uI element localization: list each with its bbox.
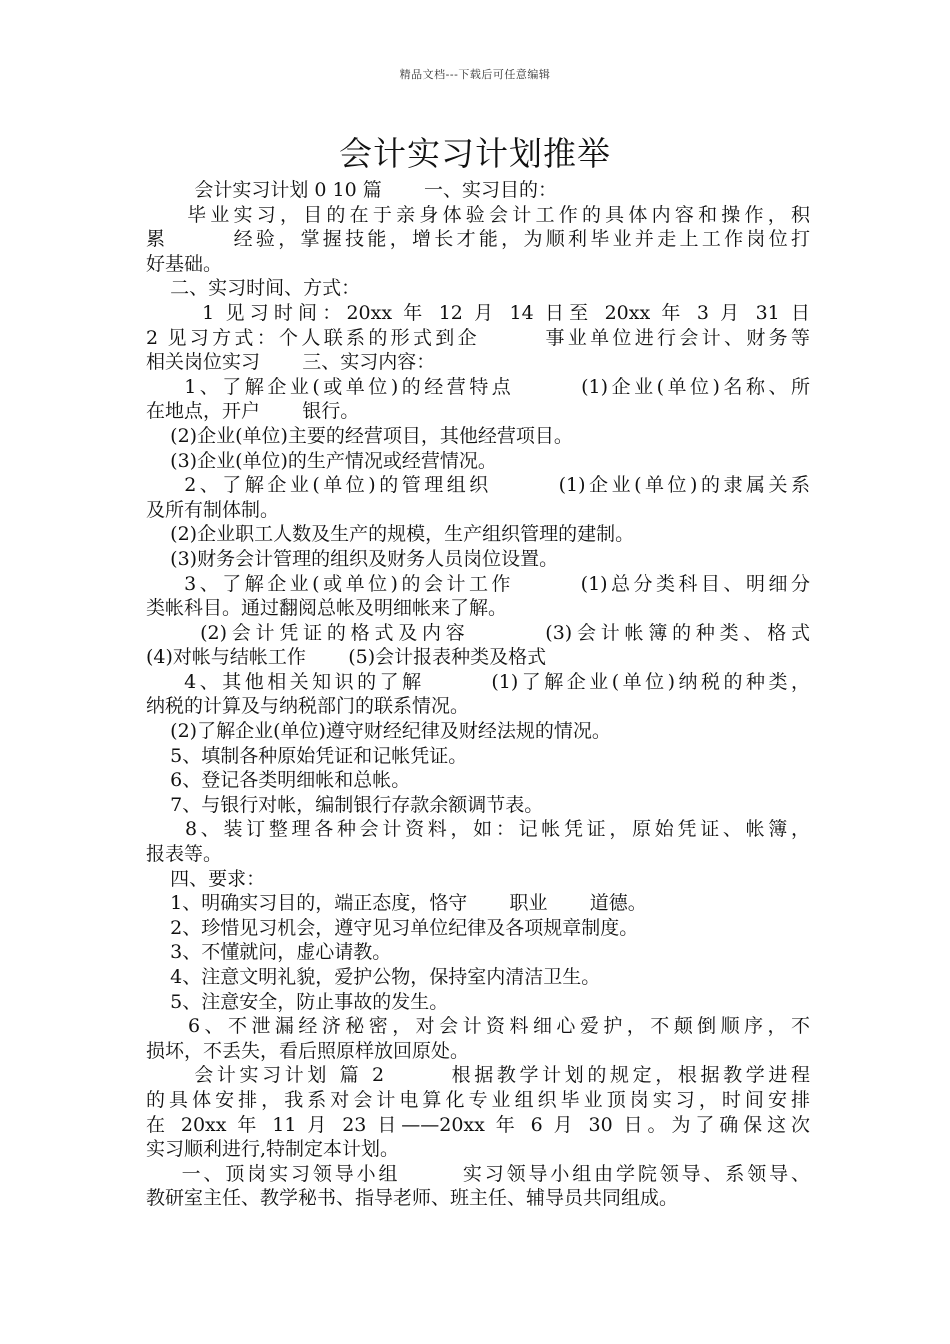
text-line: 在地点，开户 银行。 [146, 400, 360, 423]
text-line: 教研室主任、教学秘书、指导老师、班主任、辅导员共同组成。 [146, 1187, 679, 1210]
text-line: 4、其他相关知识的了解 (1)了解企业(单位)纳税的种类， [146, 670, 810, 693]
text-line: 相关岗位实习 三、实习内容： [146, 351, 436, 374]
text-line: 8、装订整理各种会计资料，如：记帐凭证，原始凭证、帐簿， [146, 818, 810, 841]
text-line: 在 20xx 年 11 月 23 日——20xx 年 6 月 30 日。为了确保这次 [146, 1113, 810, 1136]
document-body [146, 178, 810, 1211]
text-line: 1 见习时间：20xx 年 12 月 14 日至 20xx 年 3 月 31 日 [146, 301, 810, 324]
text-line: 6、不泄漏经济秘密，对会计资料细心爱护，不颠倒顺序，不 [146, 1015, 810, 1038]
text-line: (3)企业(单位)的生产情况或经营情况。 [146, 449, 497, 472]
text-line: (2)企业职工人数及生产的规模，生产组织管理的建制。 [146, 523, 635, 546]
text-line: 2 见习方式：个人联系的形式到企 事业单位进行会计、财务等 [146, 326, 810, 349]
text-line: 1、了解企业(或单位)的经营特点 (1)企业(单位)名称、所 [146, 375, 810, 398]
page-header: 精品文档---下载后可任意编辑 [399, 68, 551, 81]
text-line: 纳税的计算及与纳税部门的联系情况。 [146, 695, 470, 718]
text-line: 6、登记各类明细帐和总帐。 [146, 769, 411, 792]
text-line: 5、注意安全，防止事故的发生。 [146, 990, 449, 1013]
text-line: 类帐科目。通过翻阅总帐及明细帐来了解。 [146, 597, 508, 620]
text-line: 2、了解企业(单位)的管理组织 (1)企业(单位)的隶属关系 [146, 474, 810, 497]
text-line: 一、顶岗实习领导小组 实习领导小组由学院领导、系领导、 [146, 1162, 810, 1185]
text-line: 及所有制体制。 [146, 498, 280, 521]
text-line: 毕业实习，目的在于亲身体验会计工作的具体内容和操作，积 [146, 203, 810, 226]
document-title: 会计实习计划推举 [339, 134, 611, 173]
text-line: 实习顺利进行,特制定本计划。 [146, 1138, 400, 1161]
text-line: (3)财务会计管理的组织及财务人员岗位设置。 [146, 547, 559, 570]
text-line: 5、填制各种原始凭证和记帐凭证。 [146, 744, 468, 767]
text-line: 1、明确实习目的，端正态度，恪守 职业 道德。 [146, 892, 647, 915]
text-line: 累 经验，掌握技能，增长才能，为顺利毕业并走上工作岗位打 [146, 228, 810, 251]
text-line: 7、与银行对帐，编制银行存款余额调节表。 [146, 793, 544, 816]
text-line: 损坏，不丢失，看后照原样放回原处。 [146, 1039, 470, 1062]
text-line: 二、实习时间、方式： [146, 277, 361, 300]
text-line: 会计实习计划 0 10 篇 一、实习目的： [146, 179, 557, 201]
text-line: 3、不懂就问，虚心请教。 [146, 941, 392, 964]
text-line: 4、注意文明礼貌，爱护公物，保持室内清洁卫生。 [146, 966, 601, 988]
text-line: (4)对帐与结帐工作 (5)会计报表种类及格式 [146, 646, 547, 669]
text-line: 2、珍惜见习机会，遵守见习单位纪律及各项规章制度。 [146, 916, 639, 939]
text-line: (2)了解企业(单位)遵守财经纪律及财经法规的情况。 [146, 720, 611, 743]
text-line: (2)企业(单位)主要的经营项目，其他经营项目。 [146, 424, 573, 447]
text-line: 的具体安排，我系对会计电算化专业组织毕业顶岗实习，时间安排 [146, 1088, 810, 1111]
text-line: 会计实习计划 篇 2 根据教学计划的规定，根据教学进程 [146, 1064, 810, 1087]
text-line: (2)会计凭证的格式及内容 (3)会计帐簿的种类、格式 [146, 621, 810, 644]
text-line: 四、要求： [146, 867, 266, 890]
text-line: 好基础。 [146, 252, 223, 275]
text-line: 3、了解企业(或单位)的会计工作 (1)总分类科目、明细分 [146, 572, 810, 595]
text-line: 报表等。 [146, 843, 223, 866]
